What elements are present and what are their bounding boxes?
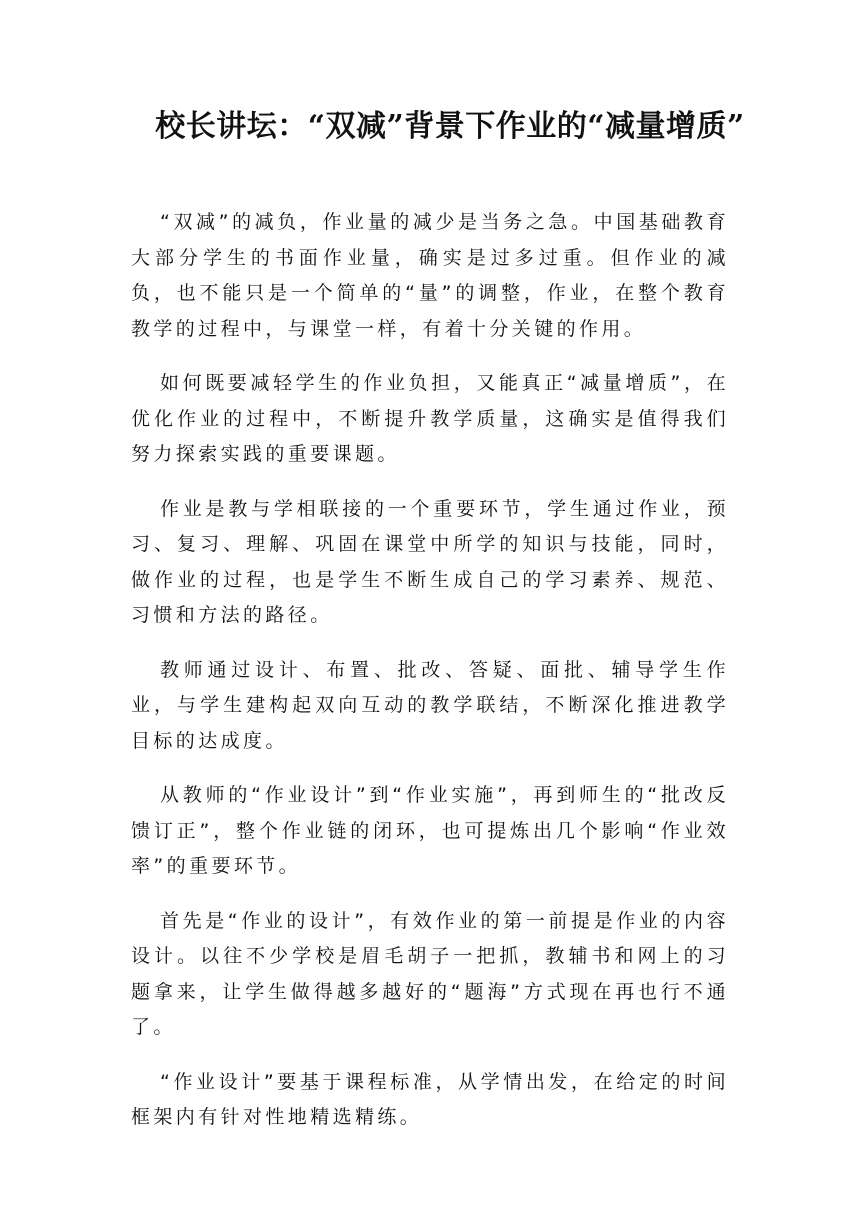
paragraph: 如何既要减轻学生的作业负担，又能真正“减量增质”，在优化作业的过程中，不断提升教学质量，这确实是值得我们努力探索实践的重要课题。 bbox=[131, 372, 729, 465]
paragraph: 作业是教与学相联接的一个重要环节，学生通过作业，预习、复习、理解、巩固在课堂中所学的知识与技能，同时，做作业的过程，也是学生不断生成自己的学习素养、规范、习惯和方法的路径。 bbox=[131, 497, 729, 626]
paragraph: 从教师的“作业设计”到“作业实施”，再到师生的“批改反馈订正”，整个作业链的闭环，也可提炼出几个影响“作业效率”的重要环节。 bbox=[131, 784, 729, 877]
document-body bbox=[131, 205, 729, 1155]
paragraph: 教师通过设计、布置、批改、答疑、面批、辅导学生作业，与学生建构起双向互动的教学联结，不断深化推进教学目标的达成度。 bbox=[131, 658, 729, 752]
document-title: 校长讲坛：“双减”背景下作业的“减量增质” bbox=[155, 109, 745, 144]
paragraph: 首先是“作业的设计”，有效作业的第一前提是作业的内容设计。以往不少学校是眉毛胡子一把抓，教辅书和网上的习题拿来，让学生做得越多越好的“题海”方式现在再也行不通了。 bbox=[131, 909, 729, 1038]
paragraph: “作业设计”要基于课程标准，从学情出发，在给定的时间框架内有针对性地精选精练。 bbox=[131, 1070, 729, 1128]
paragraph: “双减”的减负，作业量的减少是当务之急。中国基础教育大部分学生的书面作业量，确实是过多过重。但作业的减负，也不能只是一个简单的“量”的调整，作业，在整个教育教学的过程中，与课堂一样，有着十分关键的作用。 bbox=[131, 211, 729, 340]
